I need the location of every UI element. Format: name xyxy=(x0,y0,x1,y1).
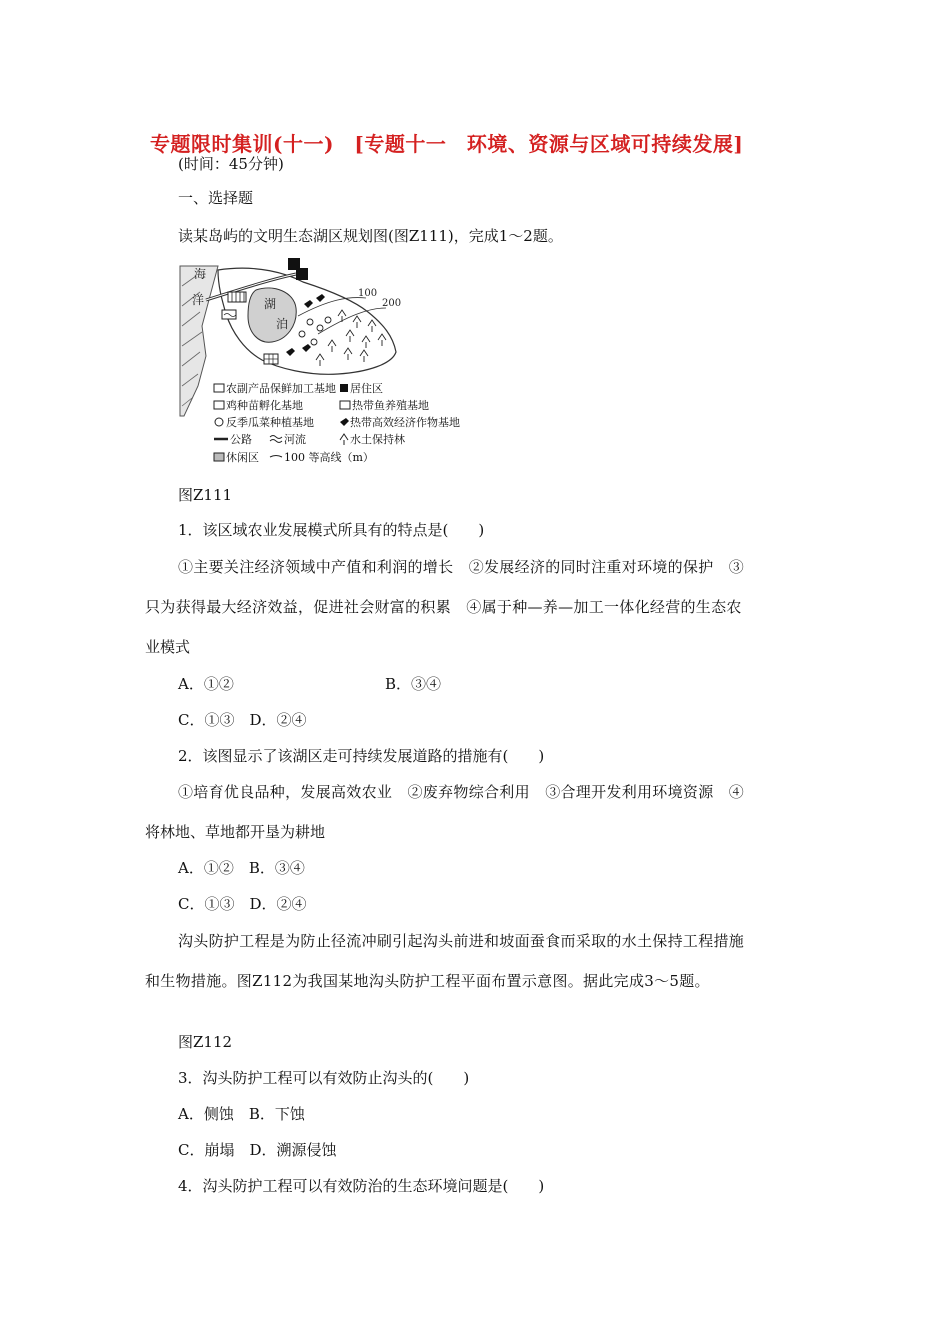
map-label-sea-1: 海 xyxy=(194,267,207,281)
legend-river: 河流 xyxy=(284,433,306,446)
question-1-line-1: ①主要关注经济领域中产值和利润的增长 ②发展经济的同时注重对环境的保护 ③ xyxy=(178,558,745,576)
question-2-options-ab: A．①② B．③④ xyxy=(178,859,305,877)
legend-road: 公路 xyxy=(230,433,252,446)
legend-chick-hatching: 鸡种苗孵化基地 xyxy=(226,399,303,412)
intro-text-2-line-1: 沟头防护工程是为防止径流冲刷引起沟头前进和坡面蚕食而采取的水土保持工程措施 xyxy=(178,932,745,950)
question-1-options-cd: C．①③ D．②④ xyxy=(178,711,307,729)
contour-label-100: 100 xyxy=(358,288,378,299)
legend-cash-crops: 热带高效经济作物基地 xyxy=(350,416,460,429)
legend-forest: 水土保持林 xyxy=(350,433,405,446)
map-label-lake-2: 泊 xyxy=(276,317,289,331)
map-label-lake-1: 湖 xyxy=(264,297,277,311)
legend-processing-base: 农副产品保鲜加工基地 xyxy=(226,382,336,395)
question-3-stem: 3．沟头防护工程可以有效防止沟头的( ) xyxy=(178,1069,470,1087)
question-4-stem: 4．沟头防护工程可以有效防治的生态环境问题是( ) xyxy=(178,1177,545,1195)
question-1-line-2: 只为获得最大经济效益，促进社会财富的积累 ④属于种—养—加工一体化经营的生态农 xyxy=(145,598,742,616)
question-1-line-3: 业模式 xyxy=(145,638,191,656)
intro-text-2-line-2: 和生物措施。图Z112为我国某地沟头防护工程平面布置示意图。据此完成3～5题。 xyxy=(145,972,710,990)
question-1-option-a: A．①② xyxy=(178,675,234,693)
question-1-stem: 1．该区域农业发展模式所具有的特点是( ) xyxy=(178,521,485,539)
intro-text-1: 读某岛屿的文明生态湖区规划图(图Z111)，完成1～2题。 xyxy=(178,227,563,245)
legend-residential: 居住区 xyxy=(350,382,383,395)
figure-caption-z112: 图Z112 xyxy=(178,1033,233,1051)
contour-label-200: 200 xyxy=(382,298,402,309)
question-2-line-2: 将林地、草地都开垦为耕地 xyxy=(145,823,326,841)
question-3-options-ab: A．侧蚀 B．下蚀 xyxy=(178,1105,305,1123)
time-limit: (时间：45分钟) xyxy=(178,155,284,173)
question-2-stem: 2．该图显示了该湖区走可持续发展道路的措施有( ) xyxy=(178,747,545,765)
question-3-options-cd: C．崩塌 D．溯源侵蚀 xyxy=(178,1141,337,1159)
legend-vegetables: 反季瓜菜种植基地 xyxy=(226,416,314,429)
page-title: 专题限时集训(十一) [专题十一 环境、资源与区域可持续发展] xyxy=(150,132,744,156)
map-label-sea-2: 洋 xyxy=(192,293,205,307)
legend-leisure-area: 休闲区 xyxy=(226,451,259,464)
question-2-options-cd: C．①③ D．②④ xyxy=(178,895,307,913)
legend-fish-farming: 热带鱼养殖基地 xyxy=(352,399,429,412)
figure-caption-z111: 图Z111 xyxy=(178,486,233,504)
question-1-option-b: B．③④ xyxy=(385,675,442,693)
question-2-line-1: ①培育优良品种，发展高效农业 ②废弃物综合利用 ③合理开发利用环境资源 ④ xyxy=(178,783,745,801)
legend-contour: 100 等高线（m） xyxy=(284,451,374,464)
section-heading: 一、选择题 xyxy=(178,189,254,207)
ecological-lake-map xyxy=(178,256,478,468)
